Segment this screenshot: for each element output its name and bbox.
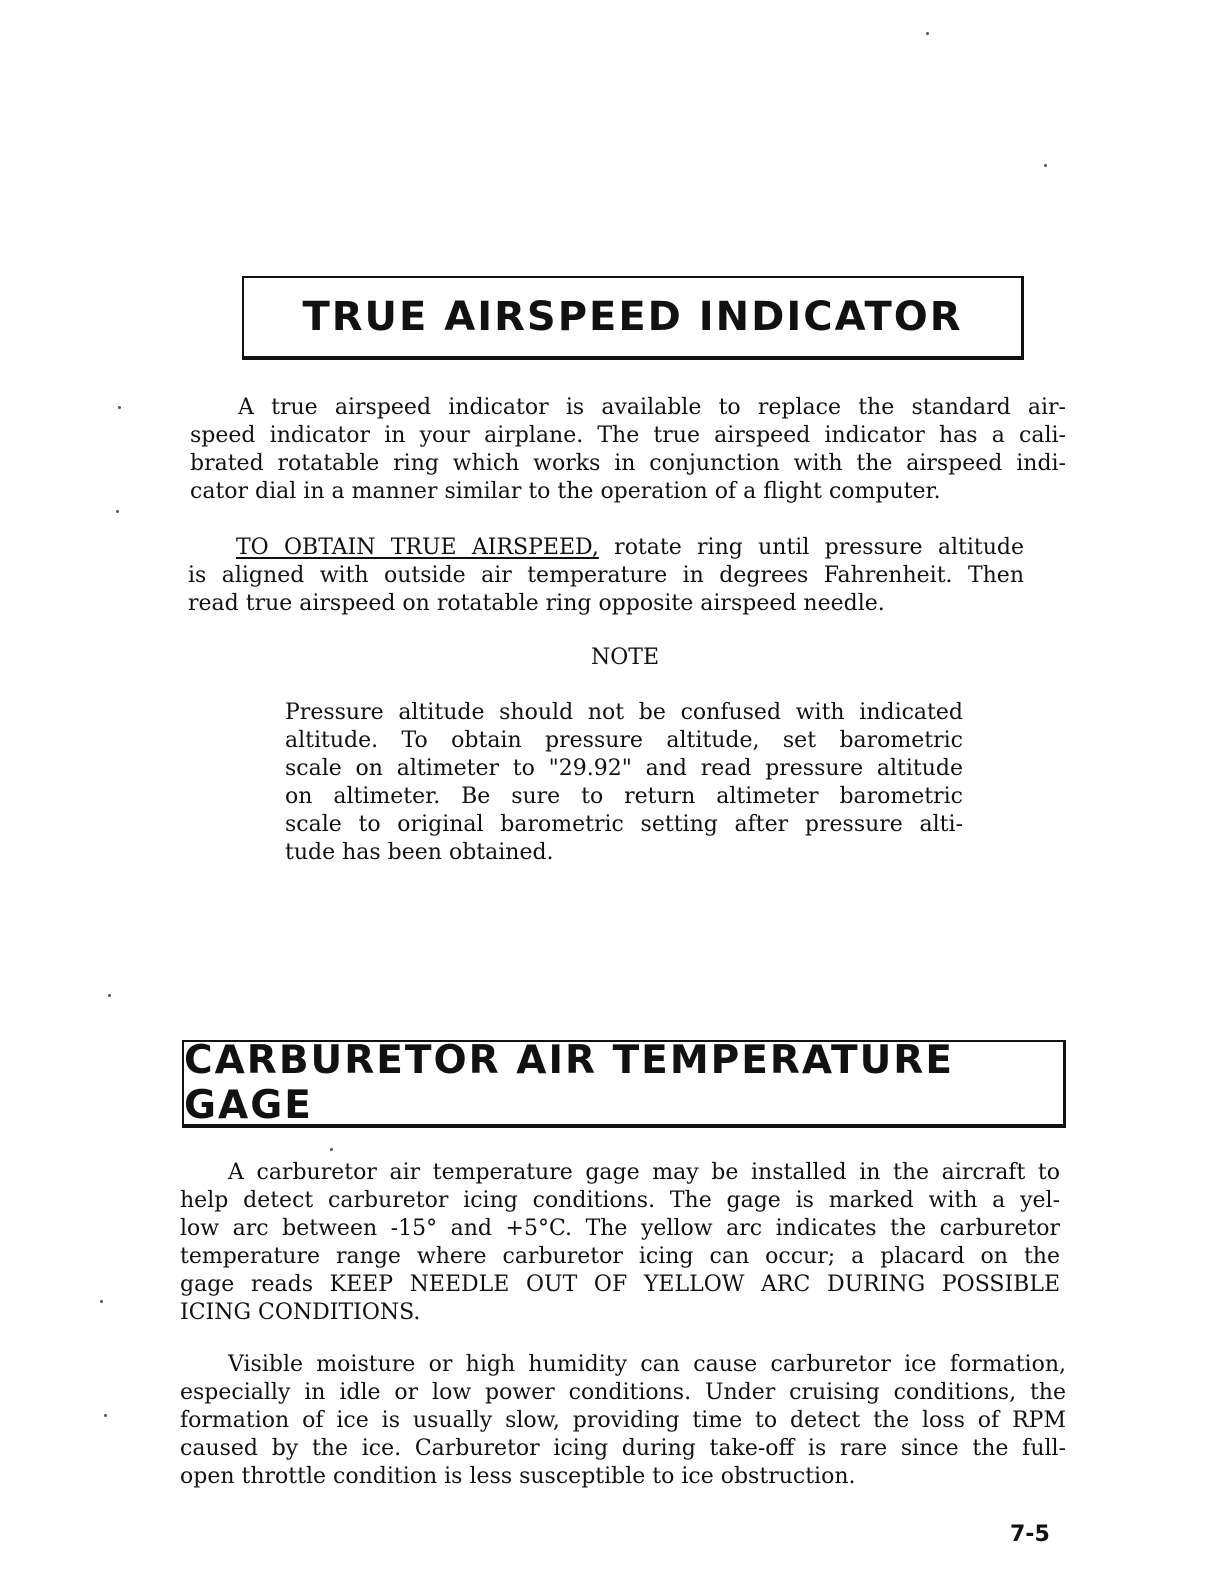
paragraph-line: scale to original barometric setting after pressure alti- bbox=[285, 812, 963, 837]
paragraph-line: on altimeter. Be sure to return altimeter barometric bbox=[285, 784, 963, 809]
carburetor-gage-intro-paragraph bbox=[180, 1159, 1060, 1327]
section-title-text: CARBURETOR AIR TEMPERATURE GAGE bbox=[184, 1038, 954, 1128]
paragraph-line: formation of ice is usually slow, providing time to detect the loss of RPM bbox=[180, 1408, 1066, 1433]
scan-speck bbox=[330, 1148, 333, 1151]
scan-speck bbox=[926, 32, 929, 35]
paragraph-line: caused by the ice. Carburetor icing during take-off is rare since the full- bbox=[180, 1436, 1066, 1461]
lead-line-rest: rotate ring until pressure altitude bbox=[598, 535, 1024, 560]
note-paragraph bbox=[285, 699, 963, 867]
section-title-carburetor-air-temperature-gage bbox=[182, 1040, 1066, 1128]
paragraph-line: help detect carburetor icing conditions. The gage is marked with a yel- bbox=[180, 1188, 1060, 1213]
page-number: 7-5 bbox=[1010, 1522, 1050, 1547]
paragraph-line: low arc between -15° and +5°C. The yellow arc indicates the carburetor bbox=[180, 1216, 1060, 1241]
paragraph-line: temperature range where carburetor icing can occur; a placard on the bbox=[180, 1244, 1060, 1269]
paragraph-line: scale on altimeter to "29.92" and read pressure altitude bbox=[285, 756, 963, 781]
scan-speck bbox=[118, 406, 121, 409]
paragraph-line: gage reads KEEP NEEDLE OUT OF YELLOW ARC DURING POSSIBLE bbox=[180, 1272, 1060, 1297]
paragraph-line: A carburetor air temperature gage may be installed in the aircraft to bbox=[228, 1160, 1060, 1185]
carburetor-icing-paragraph bbox=[180, 1351, 1066, 1491]
scan-speck bbox=[116, 510, 119, 513]
section-title-true-airspeed-indicator bbox=[242, 276, 1024, 360]
note-heading: NOTE bbox=[590, 645, 660, 670]
paragraph-line: Visible moisture or high humidity can cause carburetor ice formation, bbox=[228, 1352, 1066, 1377]
paragraph-line: open throttle condition is less susceptible to ice obstruction. bbox=[180, 1464, 856, 1489]
paragraph-line: Pressure altitude should not be confused with indicated bbox=[285, 700, 963, 725]
section-title-text: TRUE AIRSPEED INDICATOR bbox=[302, 294, 963, 340]
scan-speck bbox=[100, 1300, 103, 1303]
paragraph-line: brated rotatable ring which works in conjunction with the airspeed indi- bbox=[190, 451, 1066, 476]
true-airspeed-intro-paragraph bbox=[190, 394, 1066, 506]
scan-speck bbox=[104, 1414, 107, 1417]
paragraph-line: is aligned with outside air temperature in degrees Fahrenheit. Then bbox=[188, 563, 1024, 588]
obtain-true-airspeed-paragraph bbox=[188, 534, 1024, 618]
paragraph-line: altitude. To obtain pressure altitude, set barometric bbox=[285, 728, 963, 753]
scan-speck bbox=[1044, 164, 1047, 167]
paragraph-line: ICING CONDITIONS. bbox=[180, 1300, 421, 1325]
paragraph-line bbox=[188, 534, 1024, 562]
underlined-lead-text: TO OBTAIN TRUE AIRSPEED, bbox=[236, 535, 599, 560]
paragraph-line: speed indicator in your airplane. The true airspeed indicator has a cali- bbox=[190, 423, 1066, 448]
scan-speck bbox=[108, 994, 111, 997]
paragraph-line: cator dial in a manner similar to the operation of a flight computer. bbox=[190, 479, 941, 504]
paragraph-line: tude has been obtained. bbox=[285, 840, 554, 865]
paragraph-line: A true airspeed indicator is available to replace the standard air- bbox=[238, 395, 1066, 420]
paragraph-line: read true airspeed on rotatable ring opposite airspeed needle. bbox=[188, 591, 885, 616]
paragraph-line: especially in idle or low power conditions. Under cruising conditions, the bbox=[180, 1380, 1066, 1405]
